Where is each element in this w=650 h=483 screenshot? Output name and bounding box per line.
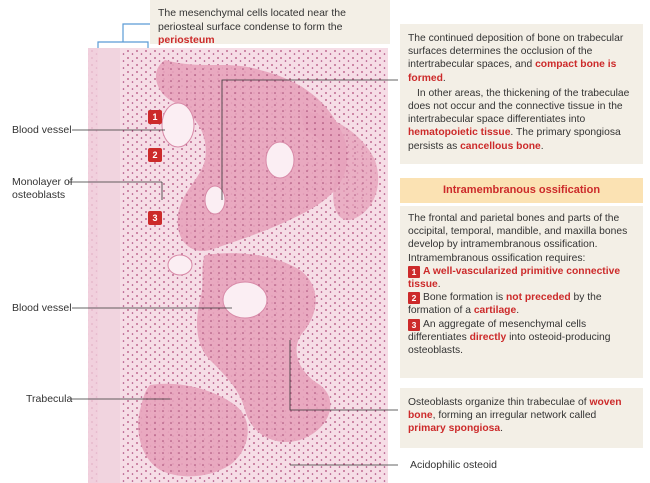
label-monolayer-line1: Monolayer of [12, 176, 73, 188]
panel1-paragraph2 [408, 87, 635, 153]
hematopoietic-term: hematopoietic tissue [408, 127, 511, 139]
requirement-2-end: . [516, 305, 520, 317]
woven-bone-term: woven bone [408, 397, 622, 422]
requirement-2-term: not preceded [506, 292, 571, 304]
requirement-2-term2: cartilage [473, 305, 517, 317]
cancellous-term: cancellous bone [460, 140, 541, 152]
image-badge-3: 3 [148, 211, 162, 225]
primary-spongiosa-term: primary spongiosa [408, 423, 501, 435]
panel3-text [408, 396, 635, 436]
panel1-p1-text: The continued deposition of bone on trabecular surfaces determines the occlusion of the intertrabecular spaces, and [408, 33, 624, 71]
requirement-1 [408, 265, 635, 291]
blood-vessel-2 [223, 282, 267, 318]
panel1-p2-end: . [540, 140, 544, 152]
image-badge-1: 1 [148, 110, 162, 124]
panel3-pre: Osteoblasts organize thin trabeculae of [408, 397, 590, 408]
panel2-requires: Intramembranous ossification requires: [408, 252, 586, 264]
requirement-badge-3: 3 [408, 319, 420, 331]
requirement-1-term: A well-vascularized primitive connective tissue [408, 265, 621, 291]
requirement-badge-2: 2 [408, 292, 420, 304]
panel3-mid: , forming an irregular network called [432, 410, 597, 422]
blood-vessel-1 [162, 103, 194, 147]
periosteum-term: periosteum [158, 34, 215, 46]
requirement-3-term: directly [469, 331, 507, 343]
label-monolayer-line2: osteoblasts [12, 189, 66, 201]
periosteum-band [98, 48, 120, 483]
panel1-paragraph1 [408, 32, 635, 85]
label-acidophilic-osteoid: Acidophilic osteoid [410, 459, 497, 471]
requirement-3-pre: An aggregate of mesenchymal cells differentiates [408, 318, 587, 343]
panel1-p2-text: In other areas, the thickening of the trabeculae does not occur and the connective tissue in the intertrabecular space differentiates into [408, 87, 630, 126]
requirement-1-end: . [437, 279, 441, 291]
requirement-3 [408, 318, 635, 358]
requirement-2-pre: Bone formation is [423, 292, 506, 304]
periosteum-bracket [98, 24, 150, 48]
spongiosa-panel [400, 388, 643, 448]
label-blood-vessel-1: Blood vessel [12, 124, 72, 136]
requirement-2 [408, 291, 635, 317]
periosteum-caption-text: The mesenchymal cells located near the periosteal surface condense to form the [158, 7, 346, 33]
label-trabecula: Trabecula [26, 393, 73, 405]
requirement-2-mid: by the formation of a [408, 292, 602, 317]
panel1-p1-end: . [442, 72, 446, 84]
section-header: Intramembranous ossification [400, 178, 643, 203]
periosteum-caption [150, 0, 390, 44]
compact-bone-panel [400, 24, 643, 164]
panel1-p2-mid: . The primary spongiosa persists as [408, 127, 621, 152]
requirement-3-end: into osteoid-producing osteoblasts. [408, 331, 611, 357]
label-blood-vessel-2: Blood vessel [12, 302, 72, 314]
requirement-badge-1: 1 [408, 266, 420, 278]
requirements-panel [400, 206, 643, 378]
panel3-end: . [500, 423, 503, 435]
image-badge-2: 2 [148, 148, 162, 162]
compact-bone-term: compact bone is formed [408, 59, 617, 84]
panel2-intro: The frontal and parietal bones and parts of the occipital, temporal, mandible, and maxilla bones develop by intramembranous ossification. [408, 213, 628, 251]
